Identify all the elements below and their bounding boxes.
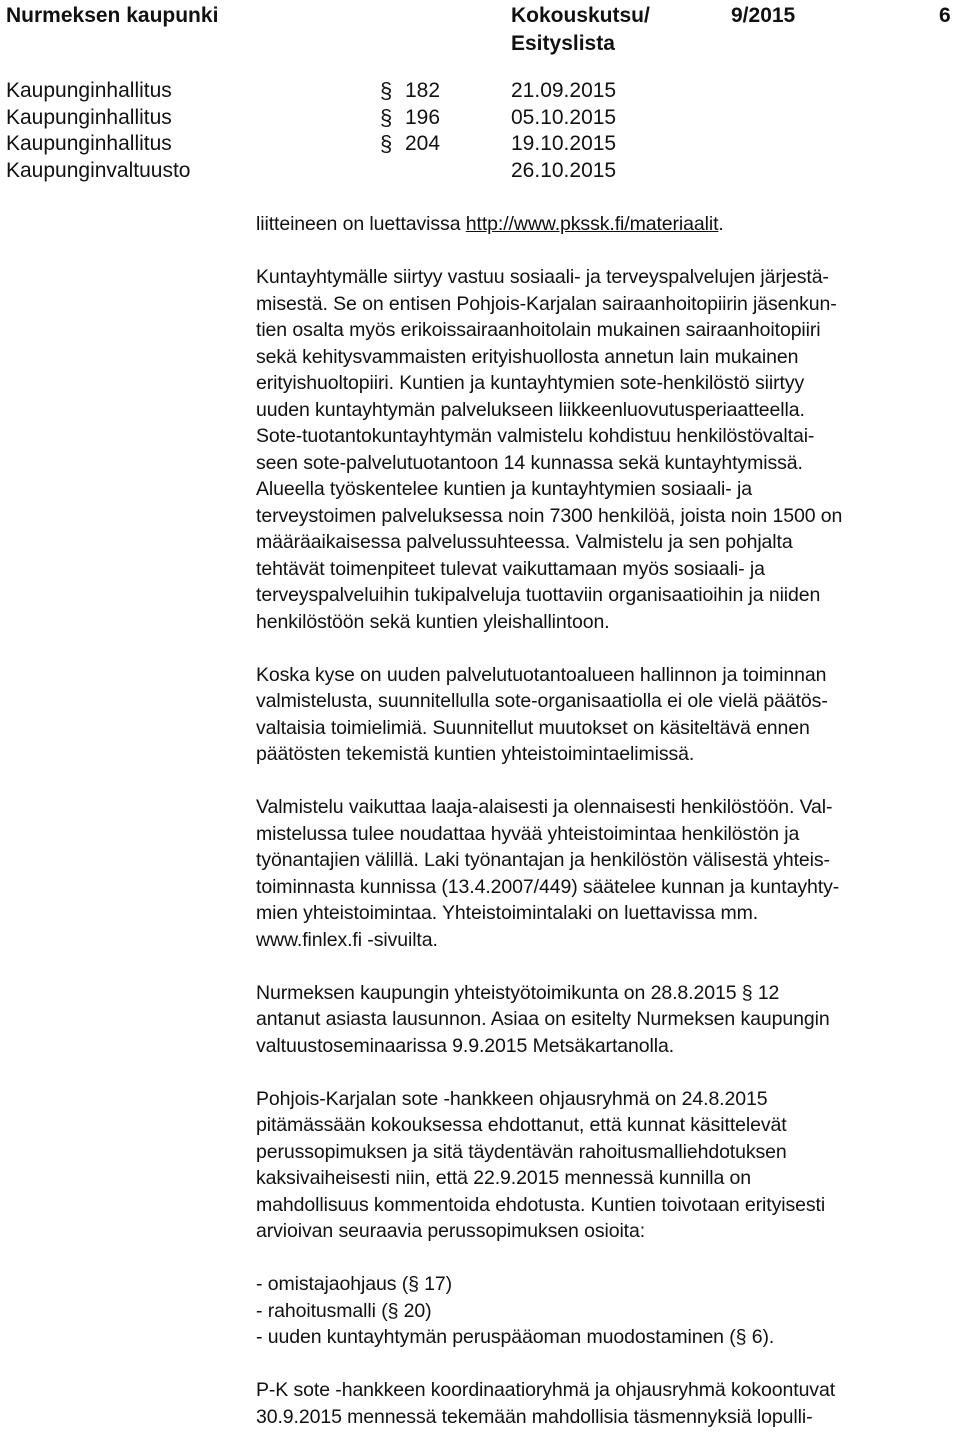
meeting-reference-row [0,78,960,105]
paragraph-2 [256,662,960,768]
text-line: tien osalta myös erikoissairaanhoitolain mukainen sairaanhoitopiiri [256,319,821,341]
organization-name: Nurmeksen kaupunki [6,4,219,27]
paragraph-6 [256,1377,960,1430]
meeting-body: Kaupunginvaltuusto [6,158,191,182]
meeting-reference-row [0,131,960,158]
text-line: sekä kehitysvammaisten erityishuollosta annetun lain mukainen [256,345,799,368]
text-line: Sote-tuotantokuntayhtymän valmistelu kohdistuu henkilöstövaltai- [256,425,815,447]
text-line: misestä. Se on entisen Pohjois-Karjalan sairaanhoitopiirin jäsenkun- [256,292,837,315]
text-line: toiminnasta kunnissa (13.4.2007/449) säätelee kunnan ja kuntayhty- [256,875,840,898]
meeting-number: 9/2015 [731,4,796,27]
section-symbol: § [380,131,393,156]
text-line: perussopimuksen ja sitä täydentävän rahoitusmalliehdotuksen [256,1140,787,1163]
list-item: - uuden kuntayhtymän peruspääoman muodostaminen (§ 6). [256,1326,775,1348]
text-line: kaksivaiheisesti niin, että 22.9.2015 mennessä kunnilla on [256,1167,752,1189]
meeting-date: 05.10.2015 [511,105,617,129]
text-line: arvioivan seuraavia perussopimuksen osioita: [256,1220,646,1242]
text-line: uuden kuntayhtymän palvelukseen liikkeenluovutusperiaatteella. [256,398,805,421]
text-line: 30.9.2015 mennessä tekemään mahdollisia täsmennyksiä lopulli- [256,1405,813,1428]
meeting-body: Kaupunginhallitus [6,79,172,102]
intro-suffix: . [718,213,724,235]
text-line: mien yhteistoimintaa. Yhteistoimintalaki on luettavissa mm. [256,902,759,924]
section-number: 182 [405,79,441,102]
section-number: 196 [405,105,441,129]
text-line: Koska kyse on uuden palvelutuotantoalueen hallinnon ja toiminnan [256,663,827,686]
materials-link[interactable]: http://www.pkssk.fi/materiaalit [465,213,719,235]
paragraph-5 [256,1086,960,1245]
page-number: 6 [939,4,951,27]
meeting-body: Kaupunginhallitus [6,132,172,155]
meeting-references [0,78,960,184]
text-line: henkilöstöön sekä kuntien yleishallintoon. [256,610,610,633]
meeting-reference-row [0,158,960,185]
intro-prefix: liitteineen on luettavissa [256,213,466,235]
text-line: valmistelusta, suunnitellulla sote-organisaatiolla ei ole vielä päätös- [256,690,828,712]
text-line: Kuntayhtymälle siirtyy vastuu sosiaali- ja terveyspalvelujen järjestä- [256,266,829,288]
meeting-date: 26.10.2015 [511,158,617,182]
text-line: määräaikaisessa palvelussuhteessa. Valmistelu ja sen pohjalta [256,531,793,553]
text-line: valtuustoseminaarissa 9.9.2015 Metsäkartanolla. [256,1034,675,1057]
text-line: työnantajien välillä. Laki työnantajan ja henkilöstön välisestä yhteis- [256,849,830,871]
text-line: mahdollisuus kommentoida ehdotusta. Kuntien toivotaan erityisesti [256,1193,826,1216]
page-header [0,0,960,60]
text-line: erityishuoltopiiri. Kuntien ja kuntayhtymien sote-henkilöstö siirtyy [256,372,805,394]
meeting-body: Kaupunginhallitus [6,105,172,129]
text-line: Valmistelu vaikuttaa laaja-alaisesti ja olennaisesti henkilöstöön. Val- [256,796,833,818]
text-line: Pohjois-Karjalan sote -hankkeen ohjausryhmä on 24.8.2015 [256,1087,768,1110]
text-line: valtaisia toimielimiä. Suunnitellut muutokset on käsiteltävä ennen [256,716,810,739]
text-line: terveystoimen palveluksessa noin 7300 henkilöä, joista noin 1500 on [256,504,843,527]
text-line [256,211,960,238]
paragraph-4 [256,980,960,1060]
text-line: tehtävät toimenpiteet tulevat vaikuttamaan myös sosiaali- ja [256,557,765,580]
section-symbol: § [380,104,393,130]
text-line: pitämässään kokouksessa ehdottanut, että kunnat käsittelevät [256,1114,787,1136]
section-list [256,1271,960,1351]
list-item: - omistajaohjaus (§ 17) [256,1273,453,1295]
meeting-reference-row [0,105,960,132]
text-line: P-K sote -hankkeen koordinaatioryhmä ja ohjausryhmä kokoontuvat [256,1379,836,1401]
intro-paragraph [256,211,960,238]
text-line: antanut asiasta lausunnon. Asiaa on esitelty Nurmeksen kaupungin [256,1008,830,1030]
text-line: www.finlex.fi -sivuilta. [256,928,438,951]
text-line: mistelussa tulee noudattaa hyvää yhteistoimintaa henkilöstön ja [256,822,800,845]
section-number: 204 [405,132,441,155]
text-line: päätösten tekemistä kuntien yhteistoimintaelimissä. [256,743,695,765]
paragraph-3 [256,794,960,953]
text-line: seen sote-palvelutuotantoon 14 kunnassa sekä kuntayhtymissä. [256,451,803,474]
text-line: Nurmeksen kaupungin yhteistyötoimikunta on 28.8.2015 § 12 [256,981,780,1004]
main-text [256,211,960,1430]
document-type: Kokouskutsu/ Esityslista [511,4,650,55]
text-line: Alueella työskentelee kuntien ja kuntayhtymien sosiaali- ja [256,478,752,500]
list-item: - rahoitusmalli (§ 20) [256,1299,432,1322]
meeting-date: 19.10.2015 [511,132,617,155]
meeting-date: 21.09.2015 [511,79,617,102]
text-line: terveyspalveluihin tukipalveluja tuottaviin organisaatioihin ja niiden [256,584,821,606]
section-symbol: § [380,78,393,103]
paragraph-1 [256,264,960,635]
